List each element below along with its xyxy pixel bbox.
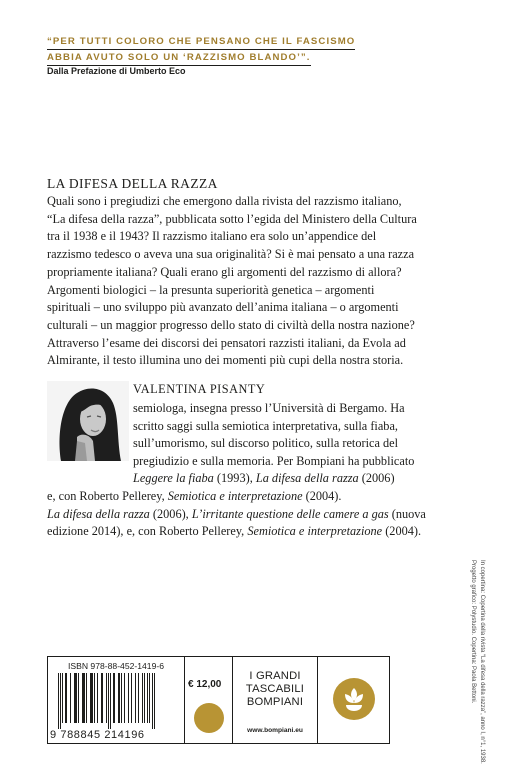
book-year: (2006) [358, 471, 395, 486]
barcode-image [54, 673, 179, 729]
price-dot-icon [194, 703, 224, 733]
book-title-semiotica-2: Semiotica e interpretazione [247, 524, 383, 539]
epigraph-attribution: Dalla Prefazione di Umberto Eco [47, 66, 186, 76]
price-panel [184, 656, 233, 744]
book-year: (2006), [149, 506, 192, 521]
epigraph-quote [47, 34, 355, 66]
author-portrait-image [47, 381, 129, 461]
series-line-2: TASCABILI [245, 683, 305, 695]
author-bio-intro: semiologa, insegna presso l’Università di Bergamo. Ha scritto saggi sulla semiotica interpretativa, sulla fiaba, sull’umorismo, sul discorso politico, sulla retorica del pregiudizio e sulla memoria. Per Bompiani ha pubblicato [133, 401, 415, 468]
book-title: LA DIFESA DELLA RAZZA [47, 176, 218, 191]
author-bio-continued [47, 488, 427, 541]
book-title-la-difesa-della-razza-2: La difesa della razza [47, 506, 150, 521]
series-line-1: I GRANDI [249, 670, 301, 682]
series-line-3: BOMPIANI [246, 696, 304, 708]
bompiani-flower-icon [333, 678, 375, 720]
credit-line-1: In copertina: Copertina della rivista “La difesa della razza”, anno I, n°1, 1938. [479, 560, 485, 764]
book-note: (nuova edizione 2014), e, con Roberto Pellerey, [47, 506, 426, 539]
publisher-website: www.bompiani.eu [247, 727, 303, 734]
author-bio-with: e, con Roberto Pellerey, [47, 489, 168, 503]
epigraph-line-2: ABBIA AVUTO SOLO UN ‘RAZZISMO BLANDO’”. [47, 50, 311, 66]
author-name: VALENTINA PISANTY [133, 382, 266, 396]
book-title-semiotica: Semiotica e interpretazione [167, 489, 303, 503]
book-title-irritante-questione: L’irritante questione delle camere a gas [191, 506, 389, 521]
author-bio [133, 400, 428, 488]
book-blurb: Quali sono i pregiudizi che emergono dalla rivista del razzismo italiano, “La difesa della razza”, pubblicata sotto l’egida del Ministero della Cultura tra il 1938 e il 1943? Il razzismo italiano era solo un’appendice del razzismo tedesco o aveva una sua originalità? Si è mai pensato a una razza propriamente italiana? Quali erano gli argomenti del razzismo di allora? Argomenti biologici – la presunta superiorità genetica – argomenti spirituali – uno sviluppo più avanzato dell’anima italiana – o argomenti culturali – un maggior progresso dello stato di civiltà della nostra nazione? Attraverso l’esame dei discorsi dei pensatori razzisti italiani, da Evola ad Almirante, il testo illumina uno dei momenti più cupi della nostra storia. [47, 194, 417, 368]
book-title-leggere-la-fiaba: Leggere la fiaba [133, 471, 214, 486]
book-title-la-difesa-della-razza: La difesa della razza [255, 471, 359, 486]
cover-credits [468, 560, 486, 780]
book-year: (2004). [302, 489, 342, 503]
book-year: (1993), [213, 471, 256, 486]
barcode-panel [47, 656, 184, 744]
series-panel [233, 656, 317, 744]
epigraph-line-1: “PER TUTTI COLORO CHE PENSANO CHE IL FASCISMO [47, 34, 355, 50]
credit-line-2: Progetto grafico: Polystudio. Copertina: Paola Bettoni. [470, 560, 476, 704]
book-year: (2004). [382, 524, 422, 539]
price-label: € 12,00 [188, 679, 222, 690]
barcode-digits: 9 788845 214196 [50, 729, 145, 741]
author-photo [47, 381, 129, 461]
logo-panel [317, 656, 390, 744]
isbn-label: ISBN 978-88-452-1419-6 [67, 661, 165, 671]
